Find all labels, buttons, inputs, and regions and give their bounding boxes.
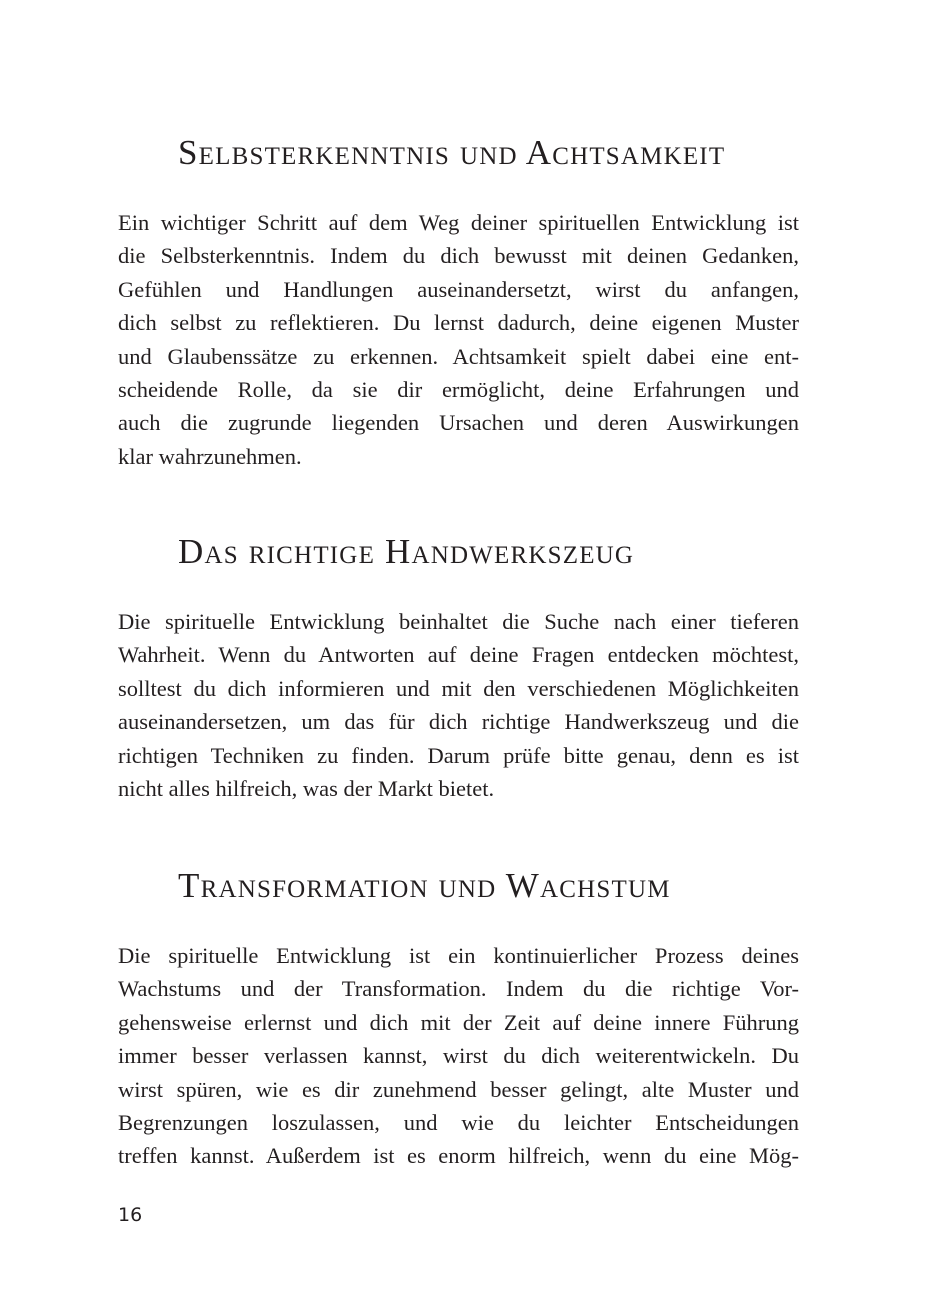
text-line: nicht alles hilfreich, was der Markt bietet. — [118, 775, 495, 801]
text-line: scheidende Rolle, da sie dir ermöglicht, deine Erfahrungen und — [118, 376, 799, 402]
text-line: immer besser verlassen kannst, wirst du dich weiterentwickeln. Du — [118, 1043, 799, 1069]
text-line: Die spirituelle Entwicklung beinhaltet die Suche nach einer tieferen — [118, 609, 799, 634]
paragraph-handwerkszeug — [118, 605, 799, 805]
text-line: Begrenzungen loszulassen, und wie du leichter Entscheidungen — [118, 1109, 799, 1135]
text-line: treffen kannst. Außerdem ist es enorm hilfreich, wenn du eine Mög- — [118, 1143, 799, 1169]
text-line: Wachstums und der Transformation. Indem du die richtige Vor- — [118, 976, 799, 1002]
text-line: klar wahrzunehmen. — [118, 443, 302, 469]
section-heading-transformation: Transformation und Wachstum — [178, 866, 671, 905]
text-line: Die spirituelle Entwicklung ist ein kontinuierlicher Prozess deines — [118, 943, 799, 968]
text-line: Ein wichtiger Schritt auf dem Weg deiner spirituellen Entwicklung ist — [118, 210, 799, 235]
text-line: die Selbsterkenntnis. Indem du dich bewusst mit deinen Gedanken, — [118, 243, 799, 269]
text-line: solltest du dich informieren und mit den verschiedenen Möglichkeiten — [118, 675, 799, 701]
paragraph-selbsterkenntnis — [118, 206, 799, 473]
text-line: und Glaubenssätze zu erkennen. Achtsamkeit spielt dabei eine ent- — [118, 343, 799, 369]
text-line: dich selbst zu reflektieren. Du lernst dadurch, deine eigenen Muster — [118, 310, 799, 336]
text-line: auseinandersetzen, um das für dich richtige Handwerkszeug und die — [118, 709, 799, 735]
paragraph-transformation — [118, 939, 799, 1173]
text-line: gehensweise erlernst und dich mit der Zeit auf deine innere Führung — [118, 1009, 799, 1035]
text-line: Gefühlen und Handlungen auseinandersetzt, wirst du anfangen, — [118, 276, 799, 302]
text-line: richtigen Techniken zu finden. Darum prüfe bitte genau, denn es ist — [118, 742, 799, 768]
text-line: Wahrheit. Wenn du Antworten auf deine Fragen entdecken möchtest, — [118, 642, 799, 668]
section-heading-handwerkszeug: Das richtige Handwerkszeug — [178, 532, 635, 571]
section-heading-selbsterkenntnis: Selbsterkenntnis und Achtsamkeit — [178, 133, 726, 172]
text-line: wirst spüren, wie es dir zunehmend besser gelingt, alte Muster und — [118, 1076, 799, 1102]
text-line: auch die zugrunde liegenden Ursachen und deren Auswirkungen — [118, 410, 799, 436]
page-number: 16 — [118, 1204, 143, 1226]
